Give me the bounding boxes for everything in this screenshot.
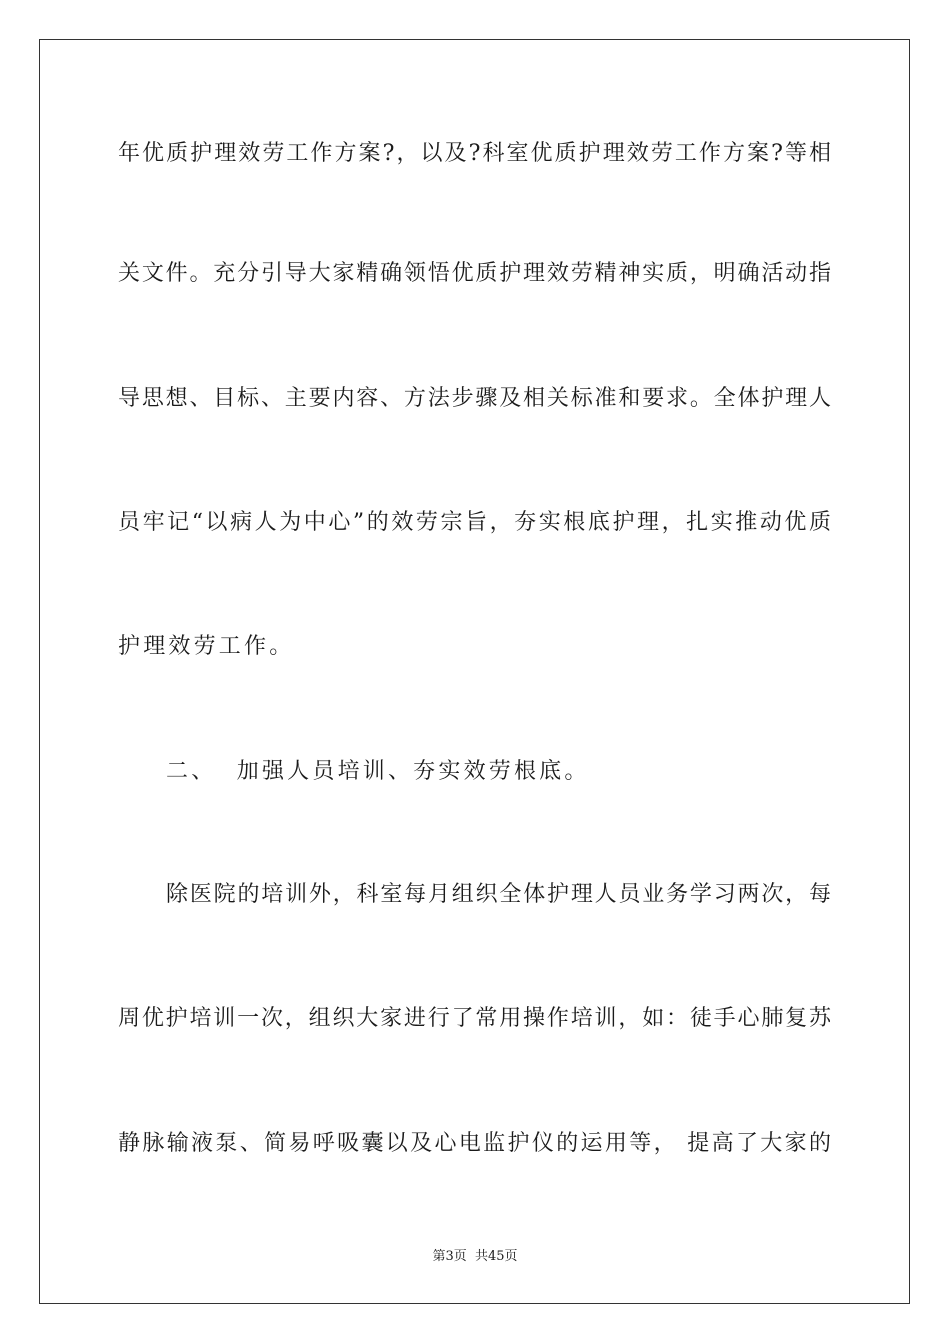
paragraph-line-3: 导思想、目标、主要内容、方法步骤及相关标准和要求。全体护理人 bbox=[118, 386, 831, 411]
paragraph-line-6: 除医院的培训外，科室每月组织全体护理人员业务学习两次，每 bbox=[166, 882, 831, 907]
page-border bbox=[39, 39, 910, 1304]
page-number: 第3页 bbox=[432, 1249, 467, 1264]
section-heading: 二、 加强人员培训、夯实效劳根底。 bbox=[166, 759, 590, 784]
paragraph-line-8: 静脉输液泵、简易呼吸囊以及心电监护仪的运用等， 提高了大家的 bbox=[118, 1131, 831, 1156]
page-footer bbox=[0, 1249, 950, 1265]
paragraph-line-2: 关文件。充分引导大家精确领悟优质护理效劳精神实质，明确活动指 bbox=[118, 261, 831, 286]
paragraph-line-4: 员牢记“以病人为中心”的效劳宗旨，夯实根底护理，扎实推动优质 bbox=[118, 510, 831, 535]
paragraph-line-1: 年优质护理效劳工作方案?，以及?科室优质护理效劳工作方案?等相 bbox=[118, 141, 831, 166]
paragraph-line-7: 周优护培训一次，组织大家进行了常用操作培训，如：徒手心肺复苏 bbox=[118, 1006, 831, 1031]
total-pages: 共45页 bbox=[474, 1249, 518, 1264]
paragraph-line-5: 护理效劳工作。 bbox=[118, 634, 295, 659]
